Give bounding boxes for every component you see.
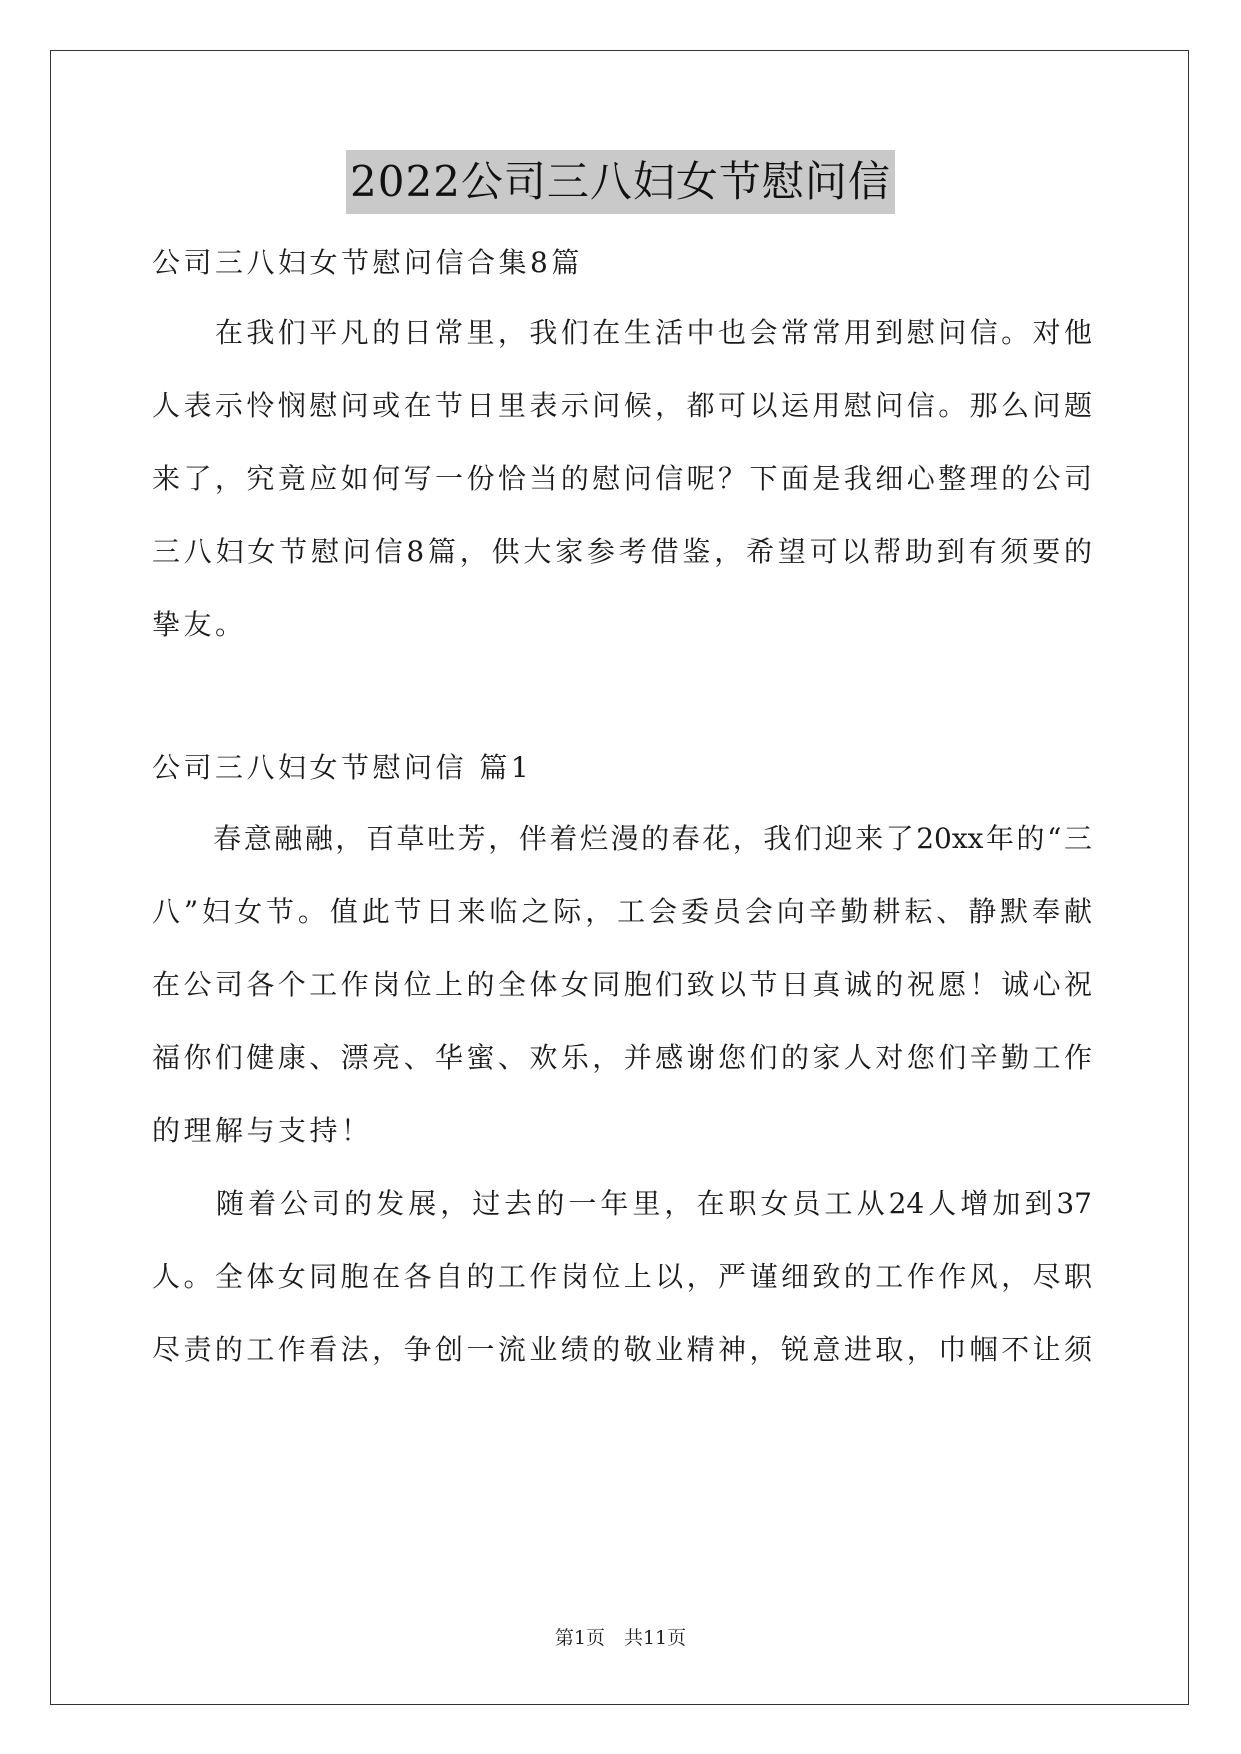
paragraph-line: 随着公司的发展，过去的一年里，在职女员工从24人增加到37 <box>152 1187 1092 1220</box>
intro-line: 在我们平凡的日常里，我们在生活中也会常常用到慰问信。对他 <box>152 316 1092 349</box>
intro-line: 三八妇女节慰问信8篇，供大家参考借鉴，希望可以帮助到有须要的 <box>152 535 1092 568</box>
document-title-wrap <box>0 150 1241 214</box>
intro-line: 来了，究竟应如何写一份恰当的慰问信呢？下面是我细心整理的公司 <box>152 462 1092 495</box>
paragraph-line: 尽责的工作看法，争创一流业绩的敬业精神，锐意进取，巾帼不让须 <box>152 1333 1092 1366</box>
paragraph-line: 的理解与支持！ <box>152 1114 373 1147</box>
intro-line: 挚友。 <box>152 608 247 641</box>
paragraph-line: 八”妇女节。值此节日来临之际，工会委员会向辛勤耕耘、静默奉献 <box>152 895 1092 928</box>
intro-line: 人表示怜悯慰问或在节日里表示问候，都可以运用慰问信。那么问题 <box>152 389 1092 422</box>
paragraph-line: 福你们健康、漂亮、华蜜、欢乐，并感谢您们的家人对您们辛勤工作 <box>152 1041 1092 1074</box>
section-heading: 公司三八妇女节慰问信 篇1 <box>152 751 533 784</box>
paragraph-line: 人。全体女同胞在各自的工作岗位上以，严谨细致的工作作风，尽职 <box>152 1260 1092 1293</box>
paragraph-line: 在公司各个工作岗位上的全体女同胞们致以节日真诚的祝愿！诚心祝 <box>152 968 1092 1001</box>
document-subtitle: 公司三八妇女节慰问信合集8篇 <box>152 246 583 279</box>
page-footer: 第1页 共11页 <box>554 1627 687 1649</box>
page-border <box>50 50 1189 1705</box>
paragraph-line: 春意融融，百草吐芳，伴着烂漫的春花，我们迎来了20xx年的“三 <box>152 822 1092 855</box>
document-title: 2022公司三八妇女节慰问信 <box>346 150 895 214</box>
